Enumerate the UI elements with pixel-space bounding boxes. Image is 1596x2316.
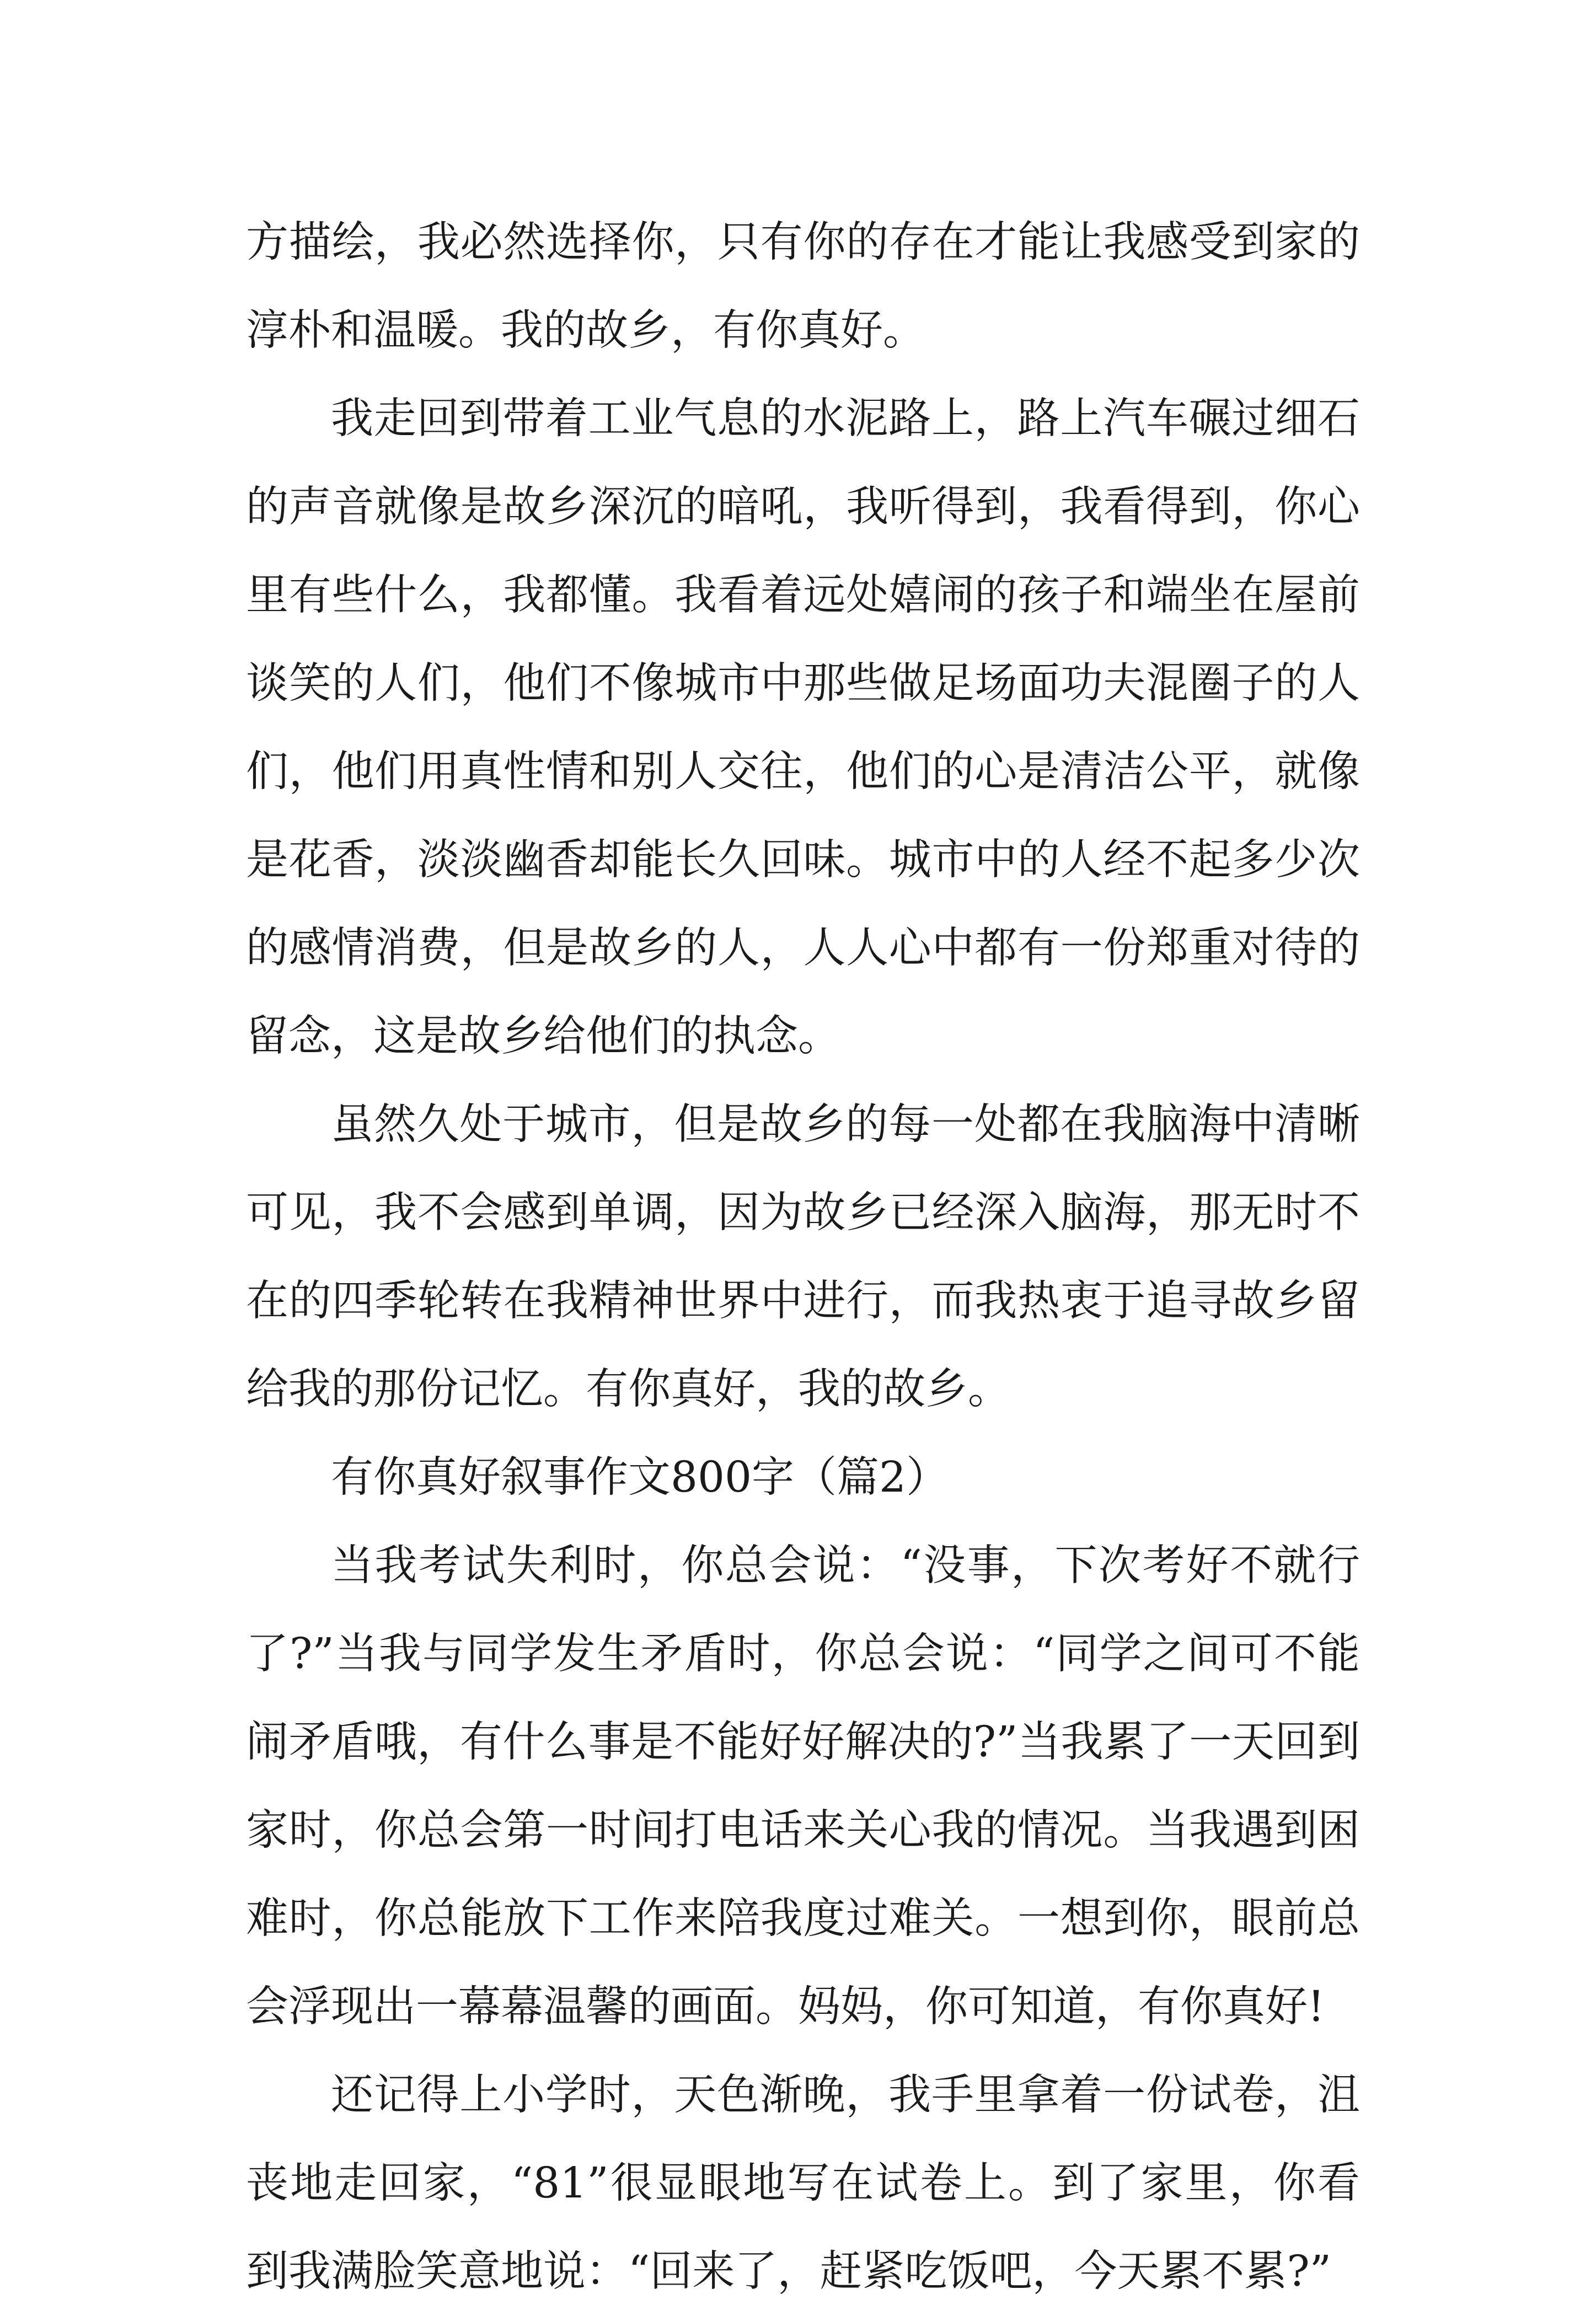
- paragraph: 还记得上小学时，天色渐晚，我手里拿着一份试卷，沮丧地走回家，“81”很显眼地写在试卷上。到了家里，你看到我满脸笑意地说：“回来了，赶紧吃饭吧，今天累不累?”: [246, 2071, 1360, 2296]
- paragraph: 虽然久处于城市，但是故乡的每一处都在我脑海中清晰可见，我不会感到单调，因为故乡已经深入脑海，那无时不在的四季轮转在我精神世界中进行，而我热衷于追寻故乡留给我的那份记忆。有你真好，我的故乡。: [246, 1100, 1360, 1414]
- paragraph: 我走回到带着工业气息的水泥路上，路上汽车碾过细石的声音就像是故乡深沉的暗吼，我听得到，我看得到，你心里有些什么，我都懂。我看着远处嬉闹的孩子和端坐在屋前谈笑的人们，他们不像城市中那些做足场面功夫混圈子的人们，他们用真性情和别人交往，他们的心是清洁公平，就像是花香，淡淡幽香却能长久回味。城市中的人经不起多少次的感情消费，但是故乡的人，人人心中都有一份郑重对待的留念，这是故乡给他们的执念。: [246, 394, 1360, 1061]
- paragraph-continued: 方描绘，我必然选择你，只有你的存在才能让我感受到家的淳朴和温暖。我的故乡，有你真好。: [246, 218, 1360, 355]
- section-heading: 有你真好叙事作文800字（篇2）: [331, 1453, 949, 1502]
- paragraph: 当我考试失利时，你总会说：“没事，下次考好不就行了?”当我与同学发生矛盾时，你总会说：“同学之间可不能闹矛盾哦，有什么事是不能好好解决的?”当我累了一天回到家时，你总会第一时间打电话来关心我的情况。当我遇到困难时，你总能放下工作来陪我度过难关。一想到你，眼前总会浮现出一幕幕温馨的画面。妈妈，你可知道，有你真好!: [246, 1541, 1360, 2031]
- document-body: [246, 199, 1360, 2316]
